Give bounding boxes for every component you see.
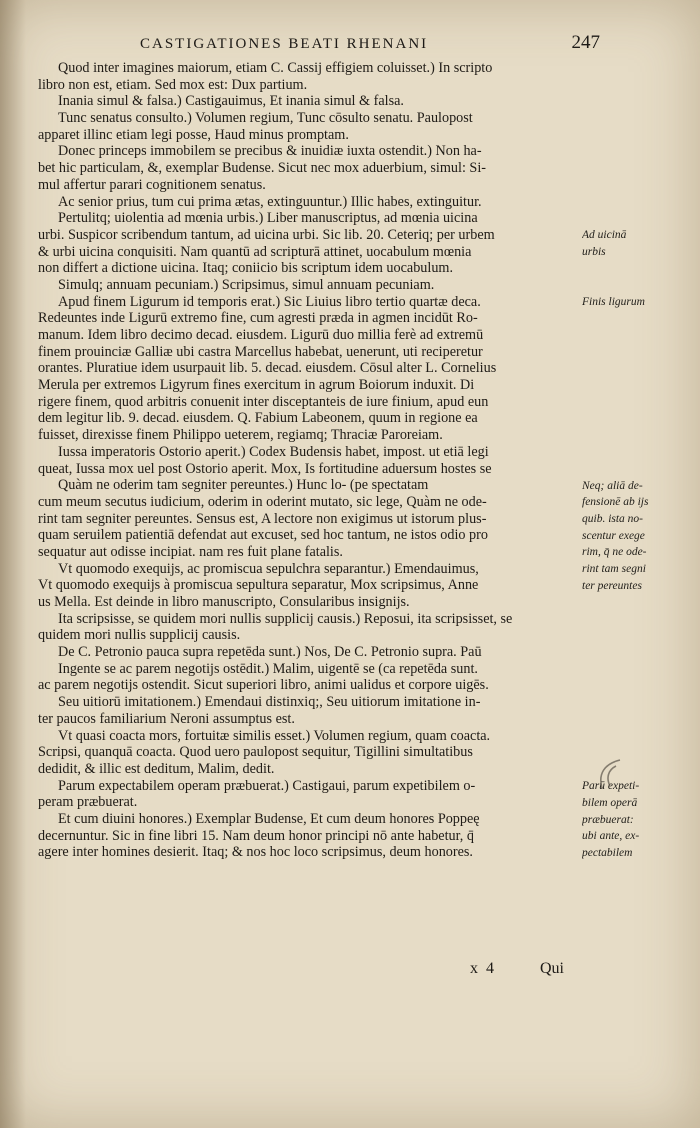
text-line: dem legitur lib. 9. decad. eiusdem. Q. Fabium Labeonem, quum in regione ea <box>38 410 478 427</box>
margin-note: pectabilem <box>582 846 633 859</box>
margin-note: scentur exege <box>582 529 645 542</box>
catchword: Qui <box>540 960 564 977</box>
text-line: manum. Idem libro decimo decad. eiusdem. Ligurū duo millia ferè ad extremū <box>38 327 484 343</box>
text-line: Et cum diuini honores.) Exemplar Budense, Et cum deum honores Poppeę <box>58 810 480 827</box>
text-line: rigere finem, quod arbitris conuenit inter disceptanteis de iure finium, apud eun <box>38 393 489 410</box>
margin-note: Ad uicinā <box>582 229 627 241</box>
text-line: orantes. Pluratiue idem usurpauit lib. 5. decad. eiusdem. Cōsul alter L. Cornelius <box>38 360 497 377</box>
text-line: Quàm ne oderim tam segniter pereuntes.) Hunc lo- (pe spectatam <box>58 477 429 494</box>
text-line: Quod inter imagines maiorum, etiam C. Cassij effigiem coluisset.) In scripto <box>58 60 493 76</box>
margin-note: ubi ante, ex- <box>582 830 640 843</box>
text-line: Ac senior prius, tum cui prima ætas, extinguuntur.) Illic habes, extinguitur. <box>58 193 482 210</box>
running-head <box>140 34 600 56</box>
text-line: sequatur aut odisse incipiat. nam res fuit plane fatalis. <box>38 543 343 560</box>
text-line: Pertulitq; uiolentia ad mœnia urbis.) Liber manuscriptus, ad mœnia uicina <box>58 210 478 227</box>
text-line: cum meum secutus iudicium, oderim in oderint mutato, sic lege, Quàm ne ode- <box>38 493 487 510</box>
margin-note: rim, q̄ ne ode- <box>582 546 647 559</box>
text-line: Iussa imperatoris Ostorio aperit.) Codex Budensis habet, impost. ut etiā legi <box>58 443 489 460</box>
text-line: non differt a dictione uicina. Itaq; coniicio bis scriptum idem uocabulum. <box>38 260 454 277</box>
text-line: quam seruilem patientiā defendat aut excuset, sed hoc tantum, ne istos odio pro <box>38 527 488 544</box>
text-line: Tunc senatus consulto.) Volumen regium, Tunc cōsulto senatu. Paulopost <box>58 110 473 127</box>
text-line: & urbi uicina conquisiti. Nam quantū ad scripturā attinet, uocabulum mœnia <box>38 243 472 260</box>
text-line: Ita scripsisse, se quidem mori nullis supplicij causis.) Reposui, ita scripsisset, se <box>58 610 513 627</box>
text-line: Vt quomodo exequijs à promiscua sepultura separatur, Mox scripsimus, Anne <box>38 577 479 594</box>
text-line: rint tam segniter pereuntes. Sensus est, A lectore non exigimus ut istorum plus- <box>38 510 487 527</box>
page-number: 247 <box>571 32 600 53</box>
margin-note: fensionē ab ijs <box>582 496 649 509</box>
text-line: agere inter homines desierit. Itaq; & nos hoc loco scripsimus, deum honores. <box>38 844 473 861</box>
text-line: peram præbuerat. <box>38 794 138 811</box>
text-line: Vt quasi coacta mors, fortuitæ similis esset.) Volumen regium, quam coacta. <box>58 727 491 744</box>
text-line: Donec princeps immobilem se precibus & inuidiæ iuxta ostendit.) Non ha- <box>58 143 482 160</box>
margin-note: quib. ista no- <box>582 512 644 525</box>
text-line: decernuntur. Sic in fine libri 15. Nam deum honor principi nō ante habetur, q̄ <box>38 827 474 844</box>
text-line: bet hic particulam, &, exemplar Budense. Sicut nec mox aduerbium, simul: Si- <box>38 160 486 177</box>
margin-note: urbis <box>582 245 606 258</box>
text-line: dedidit, & illic est deditum, Malim, dedit. <box>38 760 275 777</box>
text-line: Redeuntes inde Ligurū extremo fine, cum agresti præda in agmen incidūt Ro- <box>38 310 478 327</box>
text-line: us Mella. Est deinde in libro manuscripto, Consularibus insignijs. <box>38 594 410 610</box>
main-text-block <box>38 60 578 861</box>
ink-mark <box>594 756 624 796</box>
text-line: Vt quomodo exequijs, ac promiscua sepulchra separantur.) Emendauimus, <box>58 560 479 577</box>
text-line: ac parem negotijs ostendit. Sicut superiori libro, animi ualidus et corpore uigēs. <box>38 677 489 694</box>
margin-note: rint tam segni <box>582 563 646 575</box>
margin-note: Finis ligurum <box>582 295 645 308</box>
margin-note: præbuerat: <box>582 813 634 826</box>
text-line: fuisset, direxisse finem Philippo ueterem, regiamq; Thraciæ Paroreiam. <box>38 427 443 444</box>
text-line: Inania simul & falsa.) Castigauimus, Et inania simul & falsa. <box>58 93 404 110</box>
text-line: Simulq; annuam pecuniam.) Scripsimus, simul annuam pecuniam. <box>58 276 435 293</box>
text-line: Seu uitiorū imitationem.) Emendaui distinxiq;, Seu uitiorum imitatione in- <box>58 694 481 711</box>
margin-note: Neq; aliā de- <box>582 479 643 492</box>
text-line: queat, Iussa mox uel post Ostorio aperit. Mox, Is fortitudine aduersum hostes se <box>38 460 492 477</box>
text-line: Merula per extremos Ligyrum fines exercitum in agrum Boiorum induxit. Di <box>38 377 475 394</box>
text-line: Ingente se ac parem negotijs ostēdit.) Malim, uigentē se (ca repetēda sunt. <box>58 660 478 677</box>
text-line: urbi. Suspicor scribendum tantum, ad uicina urbi. Sic lib. 20. Ceteriq; per urbem <box>38 226 495 243</box>
text-line: Scripsi, quanquā coacta. Quod uero paulopost sequitur, Tigillini simultatibus <box>38 744 473 761</box>
text-line: libro non est, etiam. Sed mox est: Dux partium. <box>38 76 308 93</box>
signature-mark: x 4 <box>470 960 496 977</box>
running-head-title: CASTIGATIONES BEATI RHENANI <box>140 36 429 52</box>
margin-note: bilem operā <box>582 796 638 809</box>
text-line: mul affertur parari cognitionem senatus. <box>38 176 266 193</box>
text-line: apparet illinc etiam legi posse, Haud minus promptam. <box>38 126 349 143</box>
binding-shadow <box>0 0 26 1128</box>
text-line: quidem mori nullis supplicij causis. <box>38 627 241 644</box>
text-line: finem prouinciæ Galliæ ubi castra Marcellus habebat, uenerunt, uti reciperetur <box>38 343 483 360</box>
margin-note: ter pereuntes <box>582 579 642 592</box>
margin-note: Parū expeti- <box>582 780 640 793</box>
text-line: Apud finem Ligurum id temporis erat.) Sic Liuius libro tertio quartæ deca. <box>58 293 481 310</box>
text-line: ter paucos familiarium Neroni assumptus est. <box>38 710 295 727</box>
text-line: Parum expectabilem operam præbuerat.) Castigaui, parum expetibilem o- <box>58 777 476 794</box>
text-line: De C. Petronio pauca supra repetēda sunt.) Nos, De C. Petronio supra. Paū <box>58 644 482 661</box>
